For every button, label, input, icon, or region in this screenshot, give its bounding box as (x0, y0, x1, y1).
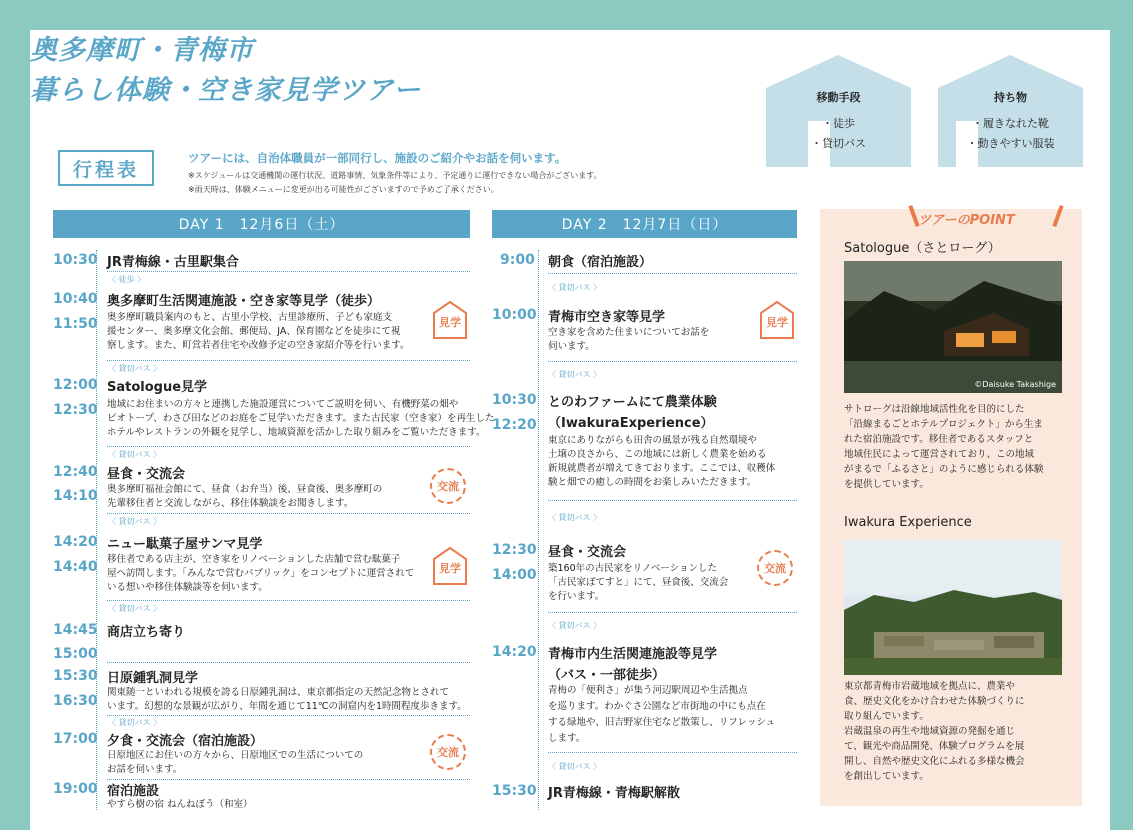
transport-note: 〈 貸切バス 〉 (548, 283, 602, 292)
event-desc: 移住者である店主が、空き家をリノベーションした店舗で営む駄菓子 (107, 554, 401, 565)
time-label: 14:10 (53, 488, 98, 504)
transport-note: 〈 貸切バス 〉 (548, 370, 602, 379)
visit-tag (432, 546, 468, 586)
transport-note: 〈 貸切バス 〉 (108, 450, 162, 459)
event-title: 商店立ち寄り (107, 625, 186, 640)
event-desc: 地域にお住まいの方々と連携した施設運営についてご説明を伺い、有機野菜の畑や (107, 399, 459, 410)
transport-note: 〈 徒歩 〉 (108, 275, 146, 284)
event-desc: 察します。また、町営若者住宅や改修予定の空き家紹介等を行います。 (107, 340, 410, 351)
time-label: 17:00 (53, 731, 98, 747)
divider (107, 662, 470, 663)
divider (107, 715, 470, 716)
event-title: 夕食・交流会（宿泊施設） (107, 734, 264, 749)
event-desc: 援センター、奥多摩文化会館、郵便局、JA、保育園などを徒歩にて視 (107, 326, 401, 337)
note-2: ※雨天時は、体験メニューに変更が出る可能性がございますので予めご了承ください。 (188, 185, 499, 194)
event-desc: 東京にありながらも田舎の風景が残る自然環境や (548, 435, 758, 446)
iwakura-line: 取り組んでいます。 (844, 711, 929, 722)
event-desc: 新規就農者が増えてきております。ここでは、収穫体 (548, 463, 776, 474)
photo-credit: ©Daisuke Takashige (974, 380, 1056, 389)
event-desc: 「古民家ぽてすと」にて、昼食後、交流会 (548, 577, 729, 588)
visit-tag (759, 300, 795, 340)
day2-header: DAY 2 12月7日（日） (492, 210, 797, 238)
satologue-line: 「沿線まるごとホテルプロジェクト」から生ま (844, 419, 1043, 430)
event-desc: 日原地区にお住いの方々から、日原地区での生活についての (107, 750, 364, 761)
satologue-line: がまるで「ふるさと」のように感じられる体験 (844, 464, 1044, 475)
satologue-text (844, 402, 1066, 492)
time-label: 12:30 (53, 402, 98, 418)
belongings-title: 持ち物 (994, 91, 1027, 104)
time-label: 14:45 (53, 622, 98, 638)
time-label: 15:30 (53, 668, 98, 684)
event-desc: 伺います。 (548, 341, 595, 352)
event-desc: します。 (548, 733, 586, 744)
time-label: 10:40 (53, 291, 98, 307)
event-desc: 青梅の「便利さ」が集う河辺駅周辺や生活拠点 (548, 685, 748, 696)
event-title: ニュー駄菓子屋サンマ見学 (107, 537, 263, 552)
time-label: 14:00 (492, 567, 537, 583)
event-desc: 築160年の古民家をリノベーションした (548, 563, 717, 574)
divider (548, 500, 797, 501)
divider (107, 513, 470, 514)
event-desc: ホテルやレストランの外観を見学し、地域資源を活かした取り組みをご覧いただきます。 (107, 427, 486, 438)
belongings-item-1: ・履きなれた靴 (972, 117, 1049, 130)
event-title: 昼食・交流会 (548, 545, 627, 560)
time-label: 12:00 (53, 377, 98, 393)
point-heading-bar-right-icon (1052, 205, 1063, 227)
title-line1: 奥多摩町・青梅市 (30, 35, 254, 66)
transport-item-1: ・徒歩 (822, 117, 855, 130)
event-desc: います。幻想的な景観が広がり、年間を通じて11℃の洞窟内を1時間程度歩きます。 (107, 701, 467, 712)
transport-note: 〈 貸切バス 〉 (108, 604, 162, 613)
event-desc: 先輩移住者と交流しながら、移住体験談をお聞きします。 (107, 498, 354, 509)
time-label: 12:30 (492, 542, 537, 558)
divider (107, 446, 470, 447)
event-desc: 験と畑での癒しの時間をお楽しみいただきます。 (548, 477, 757, 488)
satologue-line: を提供しています。 (844, 479, 929, 490)
satologue-line: 地域住民によって運営されており、この地域 (844, 449, 1035, 460)
iwakura-line: 東京都青梅市岩蔵地域を拠点に、農業や (844, 681, 1016, 692)
transport-note: 〈 貸切バス 〉 (548, 513, 602, 522)
transport-note: 〈 貸切バス 〉 (108, 517, 162, 526)
event-desc: やすら樹の宿 ねんねぼう（和室） (107, 799, 253, 810)
event-desc: 奥多摩町福祉会館にて、昼食（お弁当）後、昼食後、奥多摩町の (107, 484, 383, 495)
event-desc: 関東随一といわれる規模を誇る日原鍾乳洞は、東京都指定の天然記念物とされて (107, 687, 450, 698)
iwakura-fields-image (844, 540, 1062, 675)
divider (548, 612, 797, 613)
event-desc: 奥多摩町職員案内のもと、古里小学校、古里診療所、子ども家庭支 (107, 312, 393, 323)
event-title: 青梅市空き家等見学 (548, 310, 666, 325)
visit-tag-label: 見学 (439, 316, 461, 329)
belongings-item-2: ・動きやすい服装 (966, 137, 1055, 150)
event-desc: 空き家を含めた住まいについてお話を (548, 327, 710, 338)
time-label: 10:00 (492, 307, 537, 323)
time-label: 19:00 (53, 781, 98, 797)
note-1: ※スケジュールは交通機関の運行状況、道路事情、気象条件等により、予定通りに運行できない場合がございます。 (188, 171, 602, 180)
title-line2: 暮らし体験・空き家見学ツアー (30, 75, 422, 106)
event-title: JR青梅線・青梅駅解散 (548, 786, 680, 801)
satologue-line: サトローグは沿線地域活性化を目的にした (844, 404, 1025, 415)
event-title: 奥多摩町生活関連施設・空き家等見学（徒歩） (107, 294, 381, 309)
event-title: JR青梅線・古里駅集合 (107, 255, 239, 270)
time-label: 12:40 (53, 464, 98, 480)
time-label: 16:30 (53, 693, 98, 709)
divider (548, 273, 797, 274)
event-desc: する緑地や、旧吉野家住宅など散策し、リフレッシュ (548, 717, 776, 728)
event-desc: お話を伺います。 (107, 764, 183, 775)
event-desc: ビオトープ、わさび田などのお庭をご見学いただきます。また古民家（空き家）を再生した (107, 413, 495, 424)
intro-text: ツアーには、自治体職員が一部同行し、施設のご紹介やお話を伺います。 (188, 151, 567, 165)
satologue-title: Satologue（さとローグ） (844, 241, 1001, 256)
visit-tag (432, 300, 468, 340)
satologue-photo (844, 261, 1062, 393)
transport-title: 移動手段 (816, 91, 861, 104)
iwakura-text (844, 679, 1066, 784)
exchange-tag: 交流 (430, 734, 466, 770)
time-label: 14:40 (53, 559, 98, 575)
time-label: 15:00 (53, 646, 98, 662)
time-label: 10:30 (53, 252, 98, 268)
iwakura-line: 岩蔵温泉の再生や地域資源の発掘を通じ (844, 726, 1016, 737)
day1-header: DAY 1 12月6日（土） (53, 210, 470, 238)
iwakura-line: を創出しています。 (844, 771, 929, 782)
divider (107, 779, 470, 780)
point-panel (820, 209, 1082, 806)
time-label: 12:20 (492, 417, 537, 433)
event-desc: を行います。 (548, 591, 605, 602)
transport-box (766, 55, 911, 167)
day2-timeline (538, 250, 539, 810)
time-label: 9:00 (500, 252, 535, 268)
time-label: 15:30 (492, 783, 537, 799)
event-title-sub: （バス・一部徒歩） (548, 668, 666, 683)
event-desc: 土壌の良さから、この地域には新しく農業を始める (548, 449, 767, 460)
event-title-sub: （IwakuraExperience） (548, 416, 714, 431)
visit-tag-label: 見学 (766, 316, 788, 329)
transport-note: 〈 貸切バス 〉 (108, 364, 162, 373)
point-heading: ツアーのPOINT (918, 213, 1015, 228)
event-title: とのわファームにて農業体験 (548, 395, 717, 410)
transport-item-2: ・貸切バス (811, 137, 866, 150)
iwakura-line: 開し、自然や歴史文化にふれる多様な機会 (844, 756, 1025, 767)
event-title: 宿泊施設 (107, 784, 160, 799)
event-title: 昼食・交流会 (107, 467, 186, 482)
event-title: 青梅市内生活関連施設等見学 (548, 647, 718, 662)
event-desc: いる想いや移住体験談等を伺います。 (107, 582, 268, 593)
satologue-line: れた宿泊施設です。移住者であるスタッフと (844, 434, 1034, 445)
transport-note: 〈 貸切バス 〉 (548, 762, 602, 771)
exchange-tag: 交流 (757, 550, 793, 586)
visit-tag-label: 見学 (439, 562, 461, 575)
time-label: 14:20 (53, 534, 98, 550)
divider (107, 271, 470, 272)
event-title: 日原鍾乳洞見学 (107, 671, 199, 686)
iwakura-photo (844, 540, 1062, 675)
belongings-box (938, 55, 1083, 167)
transport-note: 〈 貸切バス 〉 (108, 718, 162, 727)
divider (107, 360, 470, 361)
day1-timeline (96, 250, 97, 810)
event-desc: を巡ります。わかぐさ公園など市街地の中にも点在 (548, 701, 766, 712)
satologue-house-image (844, 261, 1062, 393)
time-label: 11:50 (53, 316, 98, 332)
time-label: 14:20 (492, 644, 537, 660)
iwakura-line: て、観光や商品開発、体験プログラムを展 (844, 741, 1025, 752)
time-label: 10:30 (492, 392, 537, 408)
divider (548, 361, 797, 362)
event-title: Satologue見学 (107, 380, 208, 395)
exchange-tag: 交流 (430, 468, 466, 504)
divider (107, 600, 470, 601)
event-desc: 屋へ訪問します。「みんなで営むパブリック」をコンセプトに運営されて (107, 568, 415, 579)
event-title: 朝食（宿泊施設） (548, 255, 653, 270)
iwakura-line: 食、歴史文化をかけ合わせた体験づくりに (844, 696, 1025, 707)
itinerary-badge: 行程表 (58, 150, 154, 186)
divider (548, 752, 797, 753)
transport-note: 〈 貸切バス 〉 (548, 621, 602, 630)
iwakura-title: Iwakura Experience (844, 515, 972, 530)
